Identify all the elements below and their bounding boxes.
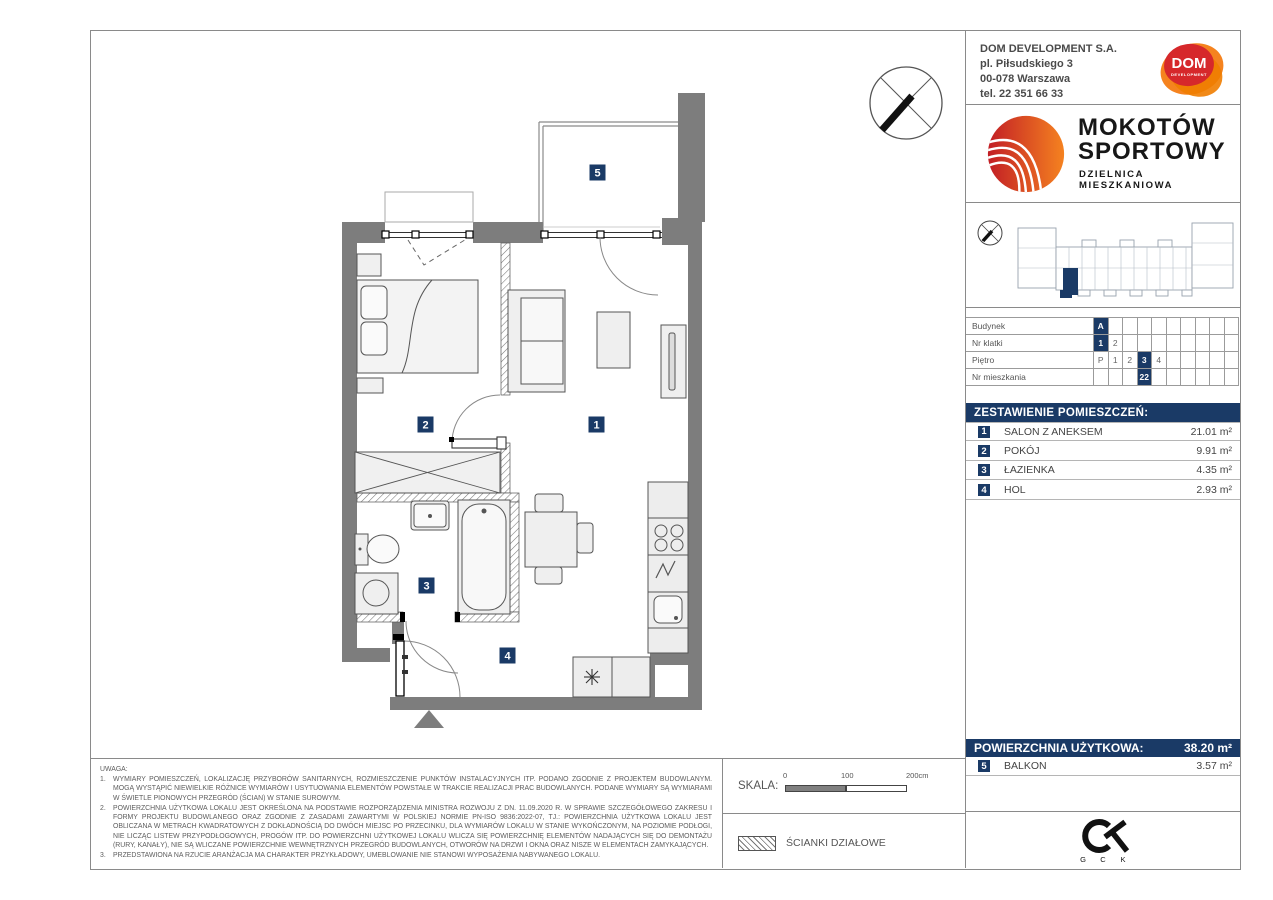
room-number-badge: 5: [977, 759, 991, 773]
room-name: SALON Z ANEKSEM: [1004, 425, 1103, 438]
fridge-symbol: [584, 669, 600, 685]
bedroom-door: [449, 395, 506, 449]
floor-plan-drawing: [90, 30, 965, 758]
note-text: PRZEDSTAWIONA NA RZUCIE ARANŻACJA MA CHARAKTER PRZYKŁADOWY, UMEBLOWANIE NIE STANOWI WYPOSAŻENIA NABYWANEGO LOKALU.: [113, 852, 601, 860]
plan-label-2: 2: [422, 419, 429, 432]
scale-tick-0: 0: [783, 771, 788, 780]
wardrobe: [355, 452, 500, 493]
plan-label-3: 3: [423, 580, 430, 593]
gck-letter-c: C: [1100, 855, 1106, 864]
unit-cell-klatka-1: 1: [1094, 335, 1109, 352]
living-window-balcony-door: [541, 227, 662, 295]
room-area: 4.35 m²: [1196, 464, 1232, 476]
note-number: 2.: [100, 804, 106, 812]
unit-cell-klatka-2: 2: [1109, 335, 1124, 352]
room-number-badge: 1: [977, 425, 991, 439]
plan-label-5: 5: [594, 167, 601, 180]
room-number-badge: 2: [977, 444, 991, 458]
developer-name: DOM DEVELOPMENT S.A.: [980, 43, 1117, 55]
dom-logo-text: DOM: [1171, 55, 1207, 72]
scale-tick-200: 200cm: [906, 771, 929, 780]
dom-development-logo: [1156, 38, 1228, 100]
unit-row-label: Nr mieszkania: [966, 369, 1094, 386]
unit-cell-budynek: A: [1094, 318, 1109, 335]
mini-north-arrow-icon: [975, 218, 1005, 248]
room-area: 9.91 m²: [1196, 445, 1232, 457]
room-row-2: [966, 442, 1240, 461]
room-area: 2.93 m²: [1196, 484, 1232, 496]
room-name: ŁAZIENKA: [1004, 464, 1055, 476]
gck-letter-k: K: [1120, 855, 1126, 864]
rooms-header-label: ZESTAWIENIE POMIESZCZEŃ:: [974, 406, 1149, 419]
unit-info-table: [966, 317, 1239, 386]
empty-box: [966, 776, 1240, 812]
room-row-1: [966, 422, 1240, 441]
notes-box: [90, 758, 723, 868]
scale-bar-light-half: [846, 785, 907, 792]
room-area: 21.01 m²: [1190, 425, 1232, 438]
entrance-marker-triangle: [414, 710, 444, 728]
note-item: [100, 804, 712, 850]
scale-bar: [785, 785, 907, 792]
room-area: 3.57 m²: [1196, 760, 1232, 772]
room-number-badge: 4: [977, 483, 991, 497]
gck-logo-box: [966, 812, 1240, 868]
unit-row-label: Budynek: [966, 318, 1094, 335]
note-item: [100, 851, 712, 860]
project-subtitle: DZIELNICA MIESZKANIOWA: [1079, 169, 1174, 191]
unit-cell-pietro-3: 3: [1138, 352, 1153, 369]
plan-label-1: 1: [593, 419, 600, 432]
developer-phone: tel. 22 351 66 33: [980, 88, 1064, 100]
unit-cell-pietro-1: 1: [1109, 352, 1124, 369]
scale-bar-dark-half: [785, 785, 846, 792]
room-number-badge: 3: [977, 463, 991, 477]
gck-letter-g: G: [1080, 855, 1086, 864]
unit-row-label: Nr klatki: [966, 335, 1094, 352]
dom-logo-subtext: DEVELOPMENT: [1171, 72, 1207, 77]
bathroom-door: [400, 612, 460, 673]
window-opening-dashes: [408, 238, 468, 265]
bedroom-window: [382, 192, 473, 238]
note-number: 1.: [100, 776, 106, 783]
usable-area-value: 38.20 m²: [1183, 741, 1232, 755]
room-name: BALKON: [1004, 760, 1047, 772]
bathroom-fixtures: [355, 500, 510, 614]
bedroom-furniture: [357, 254, 478, 393]
developer-address1: pl. Piłsudskiego 3: [980, 58, 1073, 70]
note-text: POWIERZCHNIA UŻYTKOWA LOKALU JEST OKREŚLONA NA PODSTAWIE ROZPORZĄDZENIA MINISTRA ROZWOJU Z DN. 11.09.2020 R. W SPRAWIE SZCZEGÓŁOWEGO ZAKRESU I FORMY PROJEKTU BUDOWLANEGO ORAZ ZGODNIE Z ZASADAMI ZAWARTYMI W POLSKIEJ NORMIE PN-ISO 9836:2022-07, TJ.: POWIERZCHNIA UŻYTKOWA LOKALU JEST OBLICZANA W METRACH KWADRATOWYCH Z DOKŁADNOŚCIĄ DO DWÓCH MIEJSC PO PRZECINKU, DLA WYMIARÓW LOKALU W STANIE WYKOŃCZONYM, NA POZIOMIE PODŁOGI, NIE LICZĄC LISTEW PRZYPODŁOGOWYCH, PROGÓW ITP. DO POWIERZCHNI UŻYTKOWEJ LOKALU WLICZA SIĘ POWIERZCHNIĘ ELEMENTÓW NADAJĄCYCH SIĘ DO DEMONTAŻU (RURY, KANAŁY), NIE SĄ WLICZANE POWIERZCHNIE WEWNĘTRZNYCH PRZEGRÓD BUDOWLANYCH, OTWORÓW NA DRZWI I OKNA ORAZ NISZE W ELEMENTACH ZAMYKAJĄCYCH.: [113, 804, 712, 850]
project-title-line2: SPORTOWY: [1078, 138, 1226, 165]
legend-box: [723, 813, 965, 868]
entrance-door: [393, 634, 460, 697]
scale-label: SKALA:: [738, 780, 779, 792]
partition-wall-swatch: [738, 836, 776, 851]
notes-heading: UWAGA:: [100, 766, 128, 773]
partition-wall-label: ŚCIANKI DZIAŁOWE: [786, 837, 886, 849]
note-text: WYMIARY POMIESZCZEŃ, LOKALIZACJĘ PRZYBORÓW SANITARNYCH, ROZMIESZCZENIE PUNKTÓW INSTALACYJNYCH ITP. PODANO ZGODNIE Z PROJEKTEM BUDOWLANYM. MOGĄ WYSTĄPIĆ NIEWIELKIE RÓŻNICE WYMIARÓW I USYTUOWANIA ELEMENTÓW POWSTAŁE W TRAKCIE REALIZACJI PRAC BUDOWLANYCH. PODANE WYMIARY SĄ WYMIARAMI W ŚWIETLE PIONOWYCH PRZEGRÓD (ŚCIAN) W STANIE SUROWYM.: [113, 776, 712, 802]
project-title-line1: MOKOTÓW: [1078, 114, 1216, 141]
unit-cell-pietro-p: P: [1094, 352, 1109, 369]
note-item: [100, 775, 712, 803]
unit-cell-pietro-4: 4: [1152, 352, 1167, 369]
balcony-walls: [539, 122, 678, 232]
project-title: [1078, 116, 1226, 164]
unit-row-label: Piętro: [966, 352, 1094, 369]
room-name: HOL: [1004, 484, 1026, 496]
project-logo-box: [966, 105, 1240, 203]
usable-area-label: POWIERZCHNIA UŻYTKOWA:: [974, 741, 1144, 755]
north-arrow-icon: [870, 67, 942, 139]
rooms-header: [966, 403, 1240, 422]
scale-box: [723, 758, 965, 813]
scale-tick-100: 100: [841, 771, 854, 780]
usable-area-bar: [966, 739, 1240, 757]
building-plan-minimap: [1016, 220, 1236, 302]
developer-address2: 00-078 Warszawa: [980, 73, 1071, 85]
unit-cell-mieszkanie: 22: [1138, 369, 1153, 386]
note-number: 3.: [100, 852, 106, 860]
room-row-4: [966, 481, 1240, 500]
wall-shaft-niche: [655, 665, 688, 697]
gck-logo-icon: [1071, 816, 1135, 864]
plan-label-4: 4: [504, 650, 511, 663]
room-row-3: [966, 461, 1240, 480]
unit-cell-pietro-2: 2: [1123, 352, 1138, 369]
room-name: POKÓJ: [1004, 445, 1040, 457]
mokotow-sportowy-logo-icon: [986, 114, 1066, 194]
balcony-row: [966, 757, 1240, 776]
